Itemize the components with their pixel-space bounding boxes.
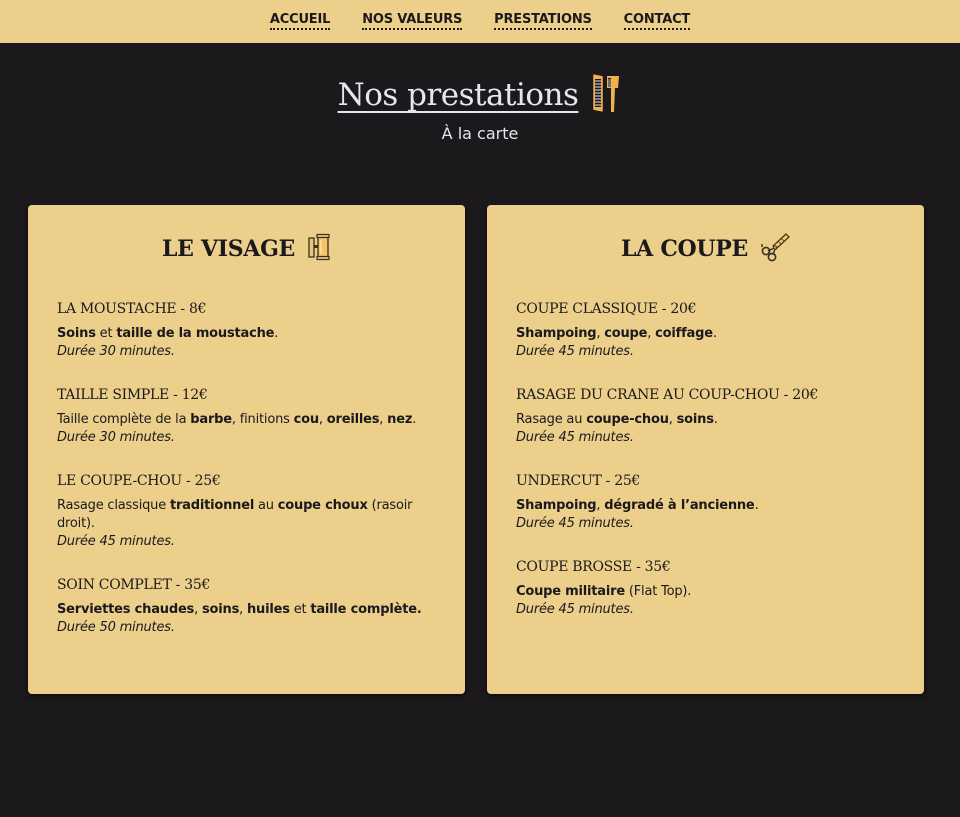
service-title: SOIN COMPLET - 35€ [57,577,211,593]
nav-link-contact[interactable]: CONTACT [624,13,690,30]
service-description: Taille complète de la barbe, finitions cou, oreilles, nez. [57,412,417,427]
service-duration: Durée 45 minutes. [57,534,175,549]
scissors-icon [760,232,790,266]
service-item [57,301,436,361]
service-description: Coupe militaire (Flat Top). [516,584,692,599]
card-header [57,235,436,263]
service-description: Rasage classique traditionnel au coupe choux (rasoir droit). [57,498,413,531]
service-description: Serviettes chaudes, soins, huiles et taille complète. [57,602,422,617]
nav-link-prestations[interactable]: PRESTATIONS [494,13,592,30]
top-navigation [0,0,960,43]
service-title: RASAGE DU CRANE AU COUP-CHOU - 20€ [516,387,819,403]
page-subtitle: À la carte [441,124,519,143]
service-duration: Durée 45 minutes. [516,430,634,445]
hero-header [0,72,960,143]
service-duration: Durée 45 minutes. [516,344,634,359]
service-duration: Durée 45 minutes. [516,516,634,531]
page-title: Nos prestations [337,77,579,113]
service-item [516,301,895,361]
service-item [57,577,436,637]
nav-link-accueil[interactable]: ACCUEIL [270,13,330,30]
service-duration: Durée 30 minutes. [57,430,175,445]
razor-icon [307,233,331,265]
service-title: COUPE CLASSIQUE - 20€ [516,301,697,317]
nav-link-nos-valeurs[interactable]: NOS VALEURS [362,13,462,30]
card-title: LE VISAGE [161,236,296,262]
service-duration: Durée 45 minutes. [516,602,634,617]
comb-icon [590,72,622,118]
service-title: COUPE BROSSE - 35€ [516,559,671,575]
hero-title-row [338,72,623,118]
service-item [516,387,895,447]
card-title: LA COUPE [621,236,748,262]
service-description: Soins et taille de la moustache. [57,326,279,341]
service-title: UNDERCUT - 25€ [516,473,641,489]
service-title: LA MOUSTACHE - 8€ [57,301,207,317]
service-duration: Durée 30 minutes. [57,344,175,359]
service-item [516,473,895,533]
service-description: Rasage au coupe-chou, soins. [516,412,718,427]
service-description: Shampoing, dégradé à l’ancienne. [516,498,759,513]
service-item [516,559,895,619]
service-item [57,387,436,447]
service-title: LE COUPE-CHOU - 25€ [57,473,221,489]
card-la-coupe [487,205,924,694]
service-duration: Durée 50 minutes. [57,620,175,635]
service-title: TAILLE SIMPLE - 12€ [57,387,208,403]
service-description: Shampoing, coupe, coiffage. [516,326,717,341]
card-le-visage [28,205,465,694]
card-header [516,235,895,263]
service-item [57,473,436,551]
